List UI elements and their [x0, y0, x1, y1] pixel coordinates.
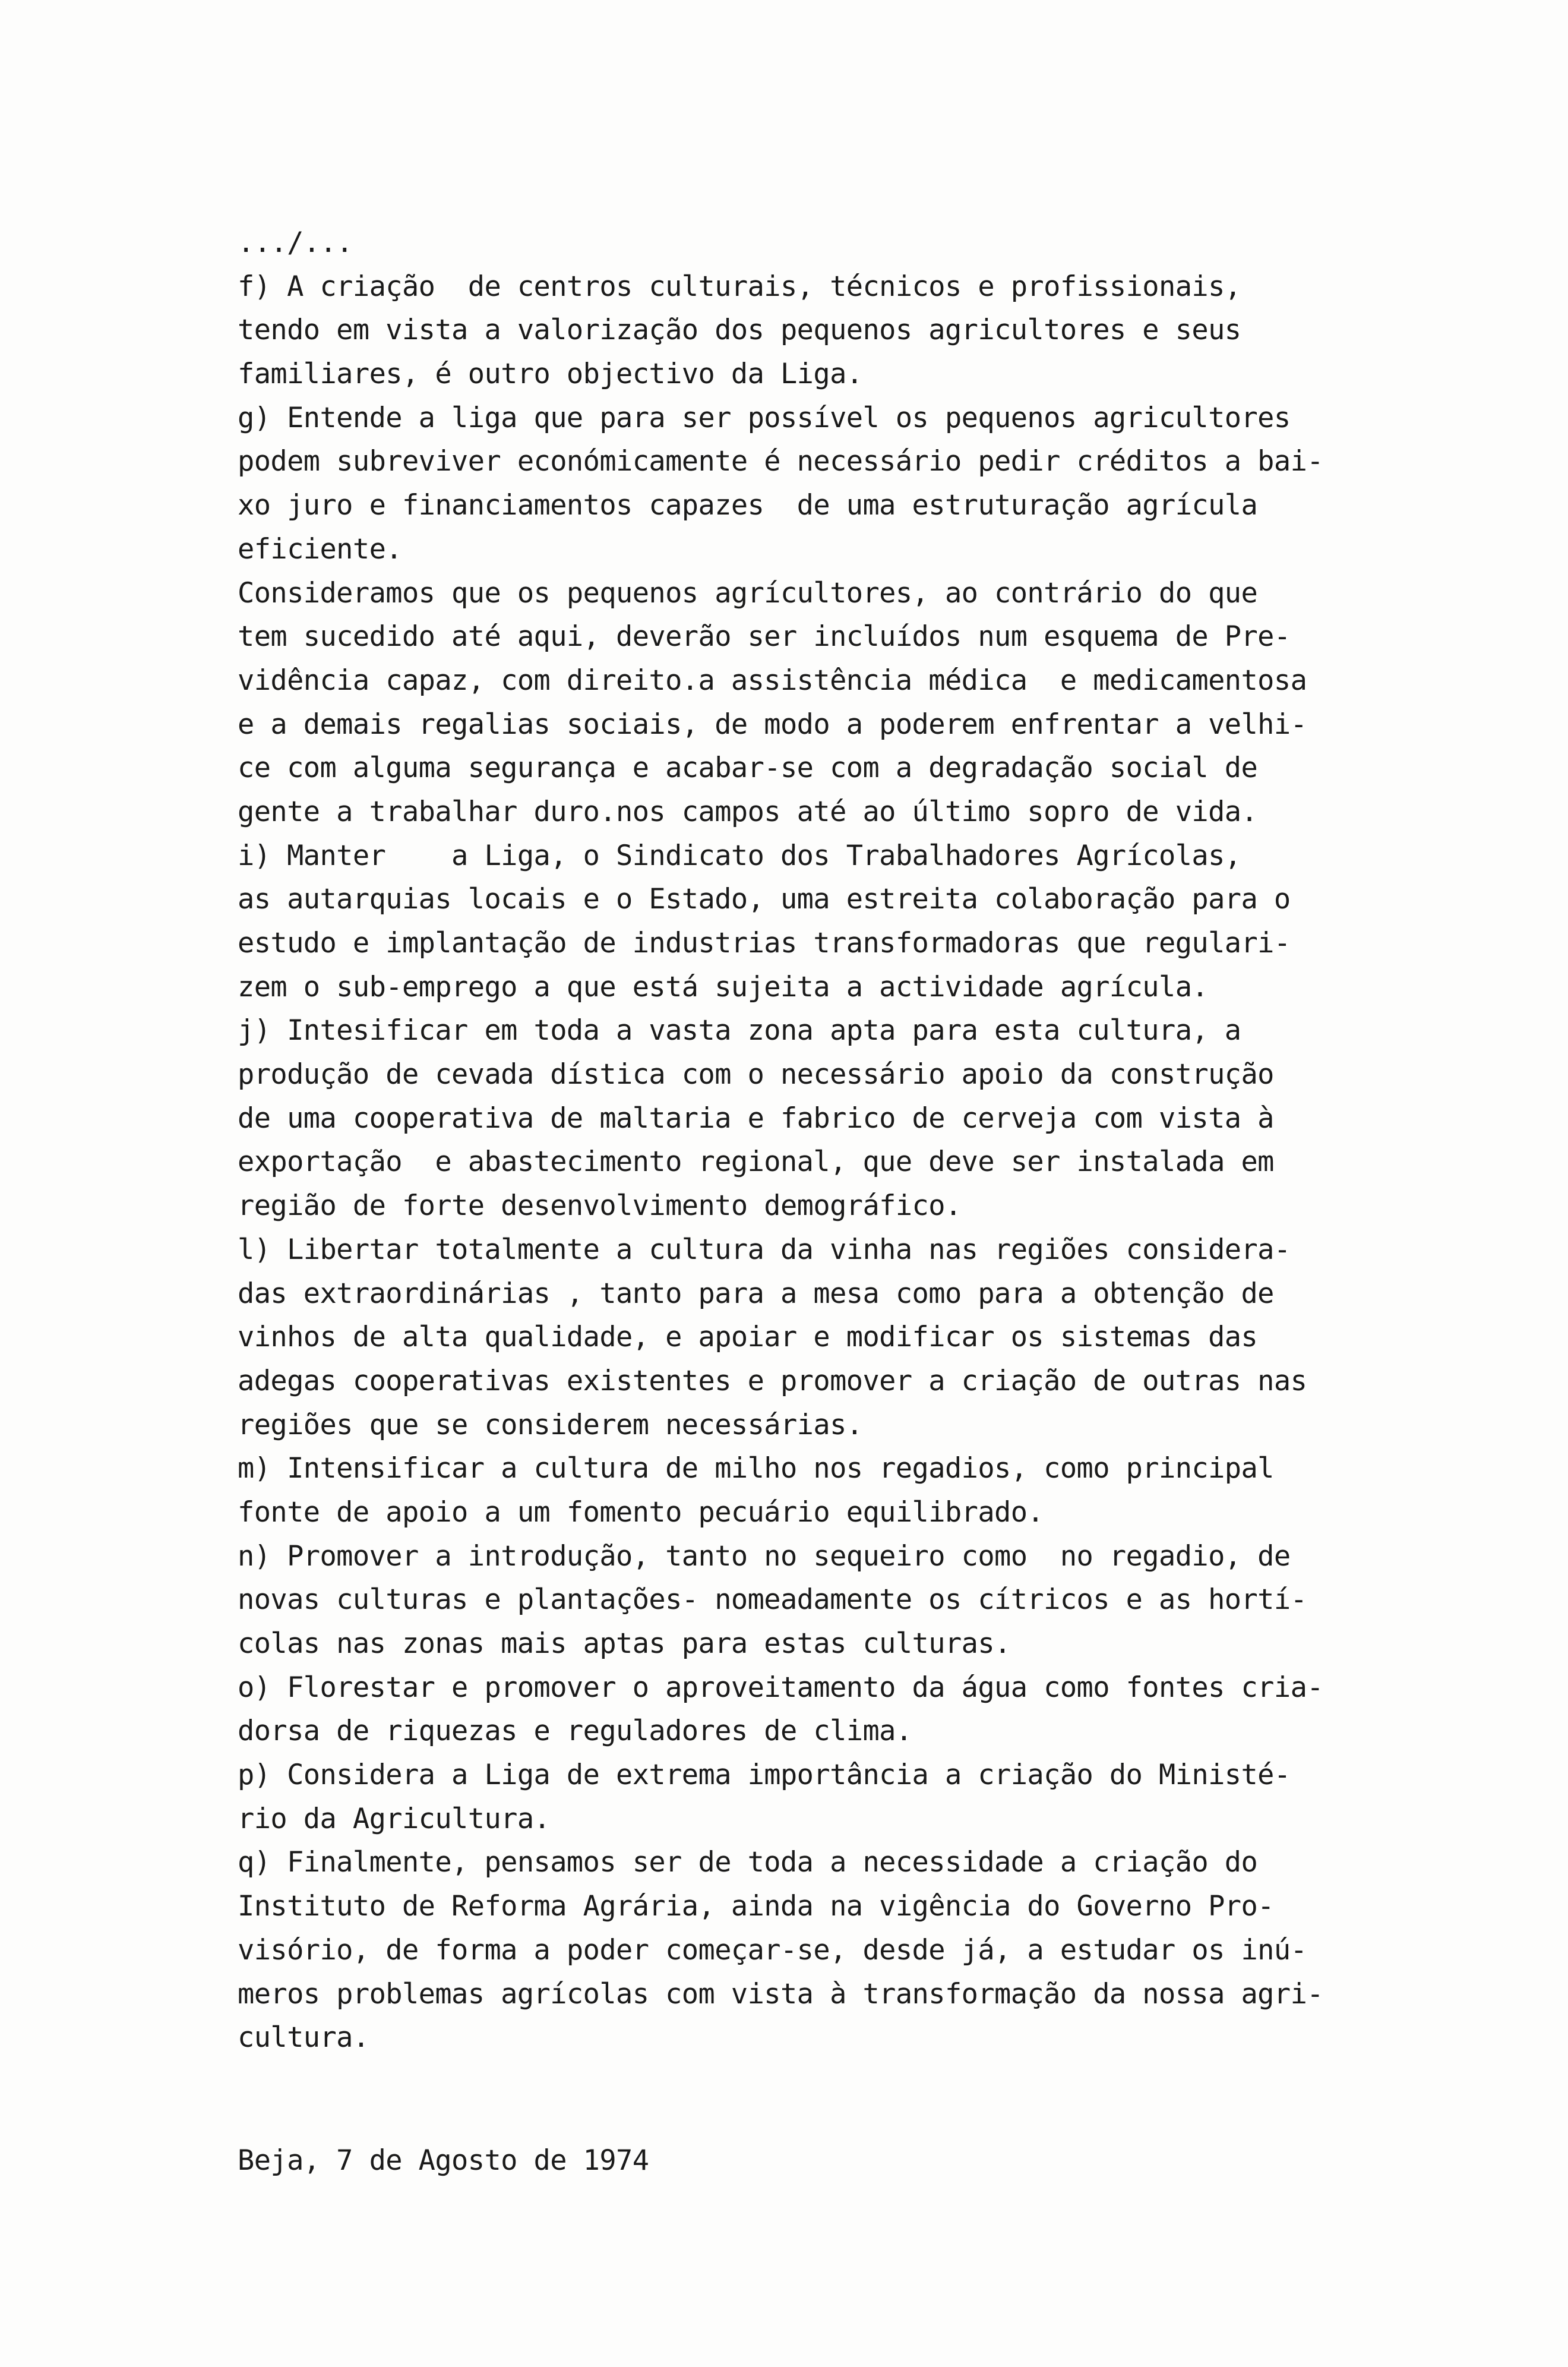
text-line: Instituto de Reforma Agrária, ainda na vigência do Governo Pro- [238, 1890, 1274, 1923]
text-line: zem o sub-emprego a que está sujeita a actividade agrícula. [238, 970, 1209, 1003]
text-line: j) Intesificar em toda a vasta zona apta para esta cultura, a [238, 1014, 1241, 1047]
text-line: p) Considera a Liga de extrema importância a criação do Ministé- [238, 1759, 1291, 1792]
text-line: vinhos de alta qualidade, e apoiar e modificar os sistemas das [238, 1321, 1258, 1354]
date-line: Beja, 7 de Agosto de 1974 [238, 2144, 649, 2177]
text-line: gente a trabalhar duro.nos campos até ao último sopro de vida. [238, 795, 1258, 828]
text-line: ce com alguma segurança e acabar-se com a degradação social de [238, 752, 1258, 785]
text-line: Consideramos que os pequenos agrícultores, ao contrário do que [238, 576, 1258, 610]
text-line: e a demais regalias sociais, de modo a poderem enfrentar a velhi- [238, 708, 1307, 741]
text-line: f) A criação de centros culturais, técnicos e profissionais, [238, 270, 1241, 303]
text-line: i) Manter a Liga, o Sindicato dos Trabalhadores Agrícolas, [238, 839, 1241, 872]
text-line: tendo em vista a valorização dos pequenos agricultores e seus [238, 314, 1241, 347]
text-line: xo juro e financiamentos capazes de uma estruturação agrícula [238, 489, 1258, 522]
text-line: tem sucedido até aqui, deverão ser incluídos num esquema de Pre- [238, 620, 1291, 654]
text-line: podem subreviver económicamente é necessário pedir créditos a bai- [238, 445, 1323, 478]
text-line: visório, de forma a poder começar-se, desde já, a estudar os inú- [238, 1933, 1307, 1967]
text-line: dorsa de riquezas e reguladores de clima. [238, 1715, 912, 1748]
text-line: de uma cooperativa de maltaria e fabrico de cerveja com vista à [238, 1102, 1274, 1135]
text-line: região de forte desenvolvimento demográfico. [238, 1189, 962, 1223]
text-line: q) Finalmente, pensamos ser de toda a necessidade a criação do [238, 1846, 1258, 1879]
text-line: regiões que se considerem necessárias. [238, 1408, 863, 1441]
text-line: adegas cooperativas existentes e promover a criação de outras nas [238, 1364, 1307, 1397]
text-line: g) Entende a liga que para ser possível os pequenos agricultores [238, 401, 1291, 434]
text-line: n) Promover a introdução, tanto no sequeiro como no regadio, de [238, 1539, 1291, 1573]
text-line: l) Libertar totalmente a cultura da vinha nas regiões considera- [238, 1233, 1291, 1266]
text-line: cultura. [238, 2021, 369, 2054]
text-line: eficiente. [238, 532, 402, 566]
text-line: m) Intensificar a cultura de milho nos regadios, como principal [238, 1452, 1274, 1485]
text-line: novas culturas e plantações- nomeadamente os cítricos e as hortí- [238, 1583, 1307, 1617]
text-line: meros problemas agrícolas com vista à transformação da nossa agri- [238, 1977, 1323, 2011]
text-line: as autarquias locais e o Estado, uma estreita colaboração para o [238, 883, 1291, 916]
text-line: colas nas zonas mais aptas para estas culturas. [238, 1627, 1011, 1660]
text-line: o) Florestar e promover o aproveitamento da água como fontes cria- [238, 1671, 1323, 1704]
text-line: familiares, é outro objectivo da Liga. [238, 358, 863, 391]
text-line: produção de cevada dística com o necessário apoio da construção [238, 1058, 1274, 1091]
document-body [238, 221, 1497, 2060]
text-line: .../... [238, 226, 353, 259]
text-line: exportação e abastecimento regional, que deve ser instalada em [238, 1145, 1274, 1179]
text-line: rio da Agricultura. [238, 1802, 551, 1835]
text-line: vidência capaz, com direito.a assistência médica e medicamentosa [238, 664, 1307, 697]
text-line: das extraordinárias , tanto para a mesa como para a obtenção de [238, 1277, 1274, 1310]
text-line: fonte de apoio a um fomento pecuário equilibrado. [238, 1495, 1044, 1529]
text-line: estudo e implantação de industrias transformadoras que regulari- [238, 927, 1291, 960]
